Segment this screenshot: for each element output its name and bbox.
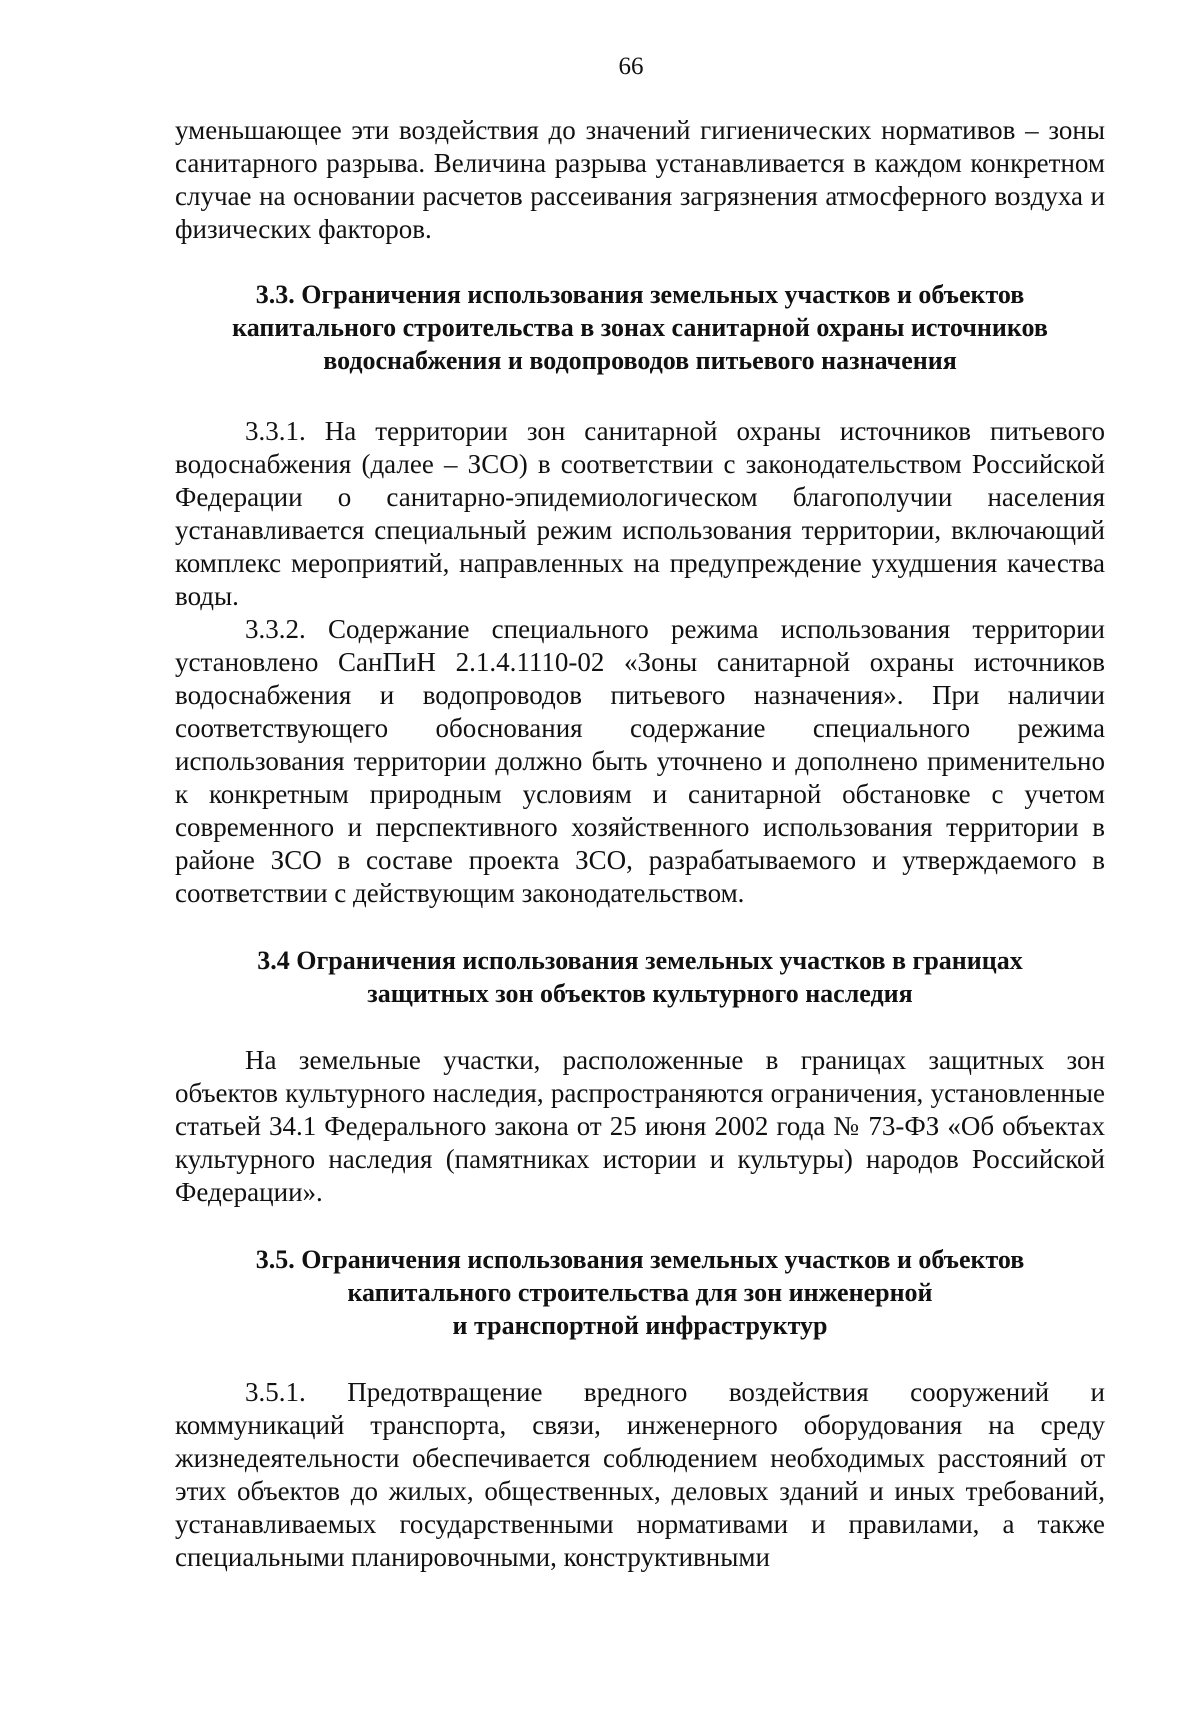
paragraph-3-3-1: 3.3.1. На территории зон санитарной охраны источников питьевого водоснабжения (далее – ЗСО) в соответствии с законодательством Российской Федерации о санитарно-эпидемиологическом благополучии населения устанавливается специальный режим использования территории, включающий комплекс мероприятий, направленных на предупреждение ухудшения качества воды.: [175, 416, 1105, 611]
page-number: 66: [618, 53, 644, 80]
heading-line: водоснабжения и водопроводов питьевого назначения: [323, 346, 957, 375]
heading-line: 3.5. Ограничения использования земельных участков и объектов: [255, 1245, 1025, 1274]
paragraph-3-3-2: 3.3.2. Содержание специального режима использования территории установлено СанПиН 2.1.4.1110-02 «Зоны санитарной охраны источников водоснабжения и водопроводов питьевого назначения». При наличии соответствующего обоснования содержание специального режима использования территории должно быть уточнено и дополнено применительно к конкретным природным условиям и санитарной обстановке с учетом современного и перспективного хозяйственного использования территории в районе ЗСО в составе проекта ЗСО, разрабатываемого и утверждаемого в соответствии с действующим законодательством.: [175, 614, 1105, 908]
heading-line: 3.4 Ограничения использования земельных участков в границах: [257, 946, 1023, 975]
paragraph-3-5-1: 3.5.1. Предотвращение вредного воздействия сооружений и коммуникаций транспорта, связи, инженерного оборудования на среду жизнедеятельности обеспечивается соблюдением необходимых расстояний от этих объектов до жилых, общественных, деловых зданий и иных требований, устанавливаемых государственными нормативами и правилами, а также специальными планировочными, конструктивными: [175, 1377, 1105, 1572]
heading-line: и транспортной инфраструктур: [452, 1311, 828, 1340]
heading-line: защитных зон объектов культурного наследия: [367, 979, 913, 1008]
heading-line: капитального строительства для зон инженерной: [347, 1278, 933, 1307]
document-body: [175, 114, 1105, 1574]
section-3-3-heading: [175, 278, 1105, 377]
section-3-5-heading: [175, 1243, 1105, 1342]
heading-line: 3.3. Ограничения использования земельных участков и объектов: [255, 280, 1025, 309]
paragraph-3-4: На земельные участки, расположенные в границах защитных зон объектов культурного наследия, распространяются ограничения, установленные статьей 34.1 Федерального закона от 25 июня 2002 года № 73-ФЗ «Об объектах культурного наследия (памятниках истории и культуры) народов Российской Федерации».: [175, 1045, 1105, 1207]
section-3-4-heading: [175, 944, 1105, 1010]
intro-paragraph: уменьшающее эти воздействия до значений гигиенических нормативов – зоны санитарного разрыва. Величина разрыва устанавливается в каждом конкретном случае на основании расчетов рассеивания загрязнения атмосферного воздуха и физических факторов.: [175, 115, 1105, 244]
heading-line: капитального строительства в зонах санитарной охраны источников: [232, 313, 1048, 342]
